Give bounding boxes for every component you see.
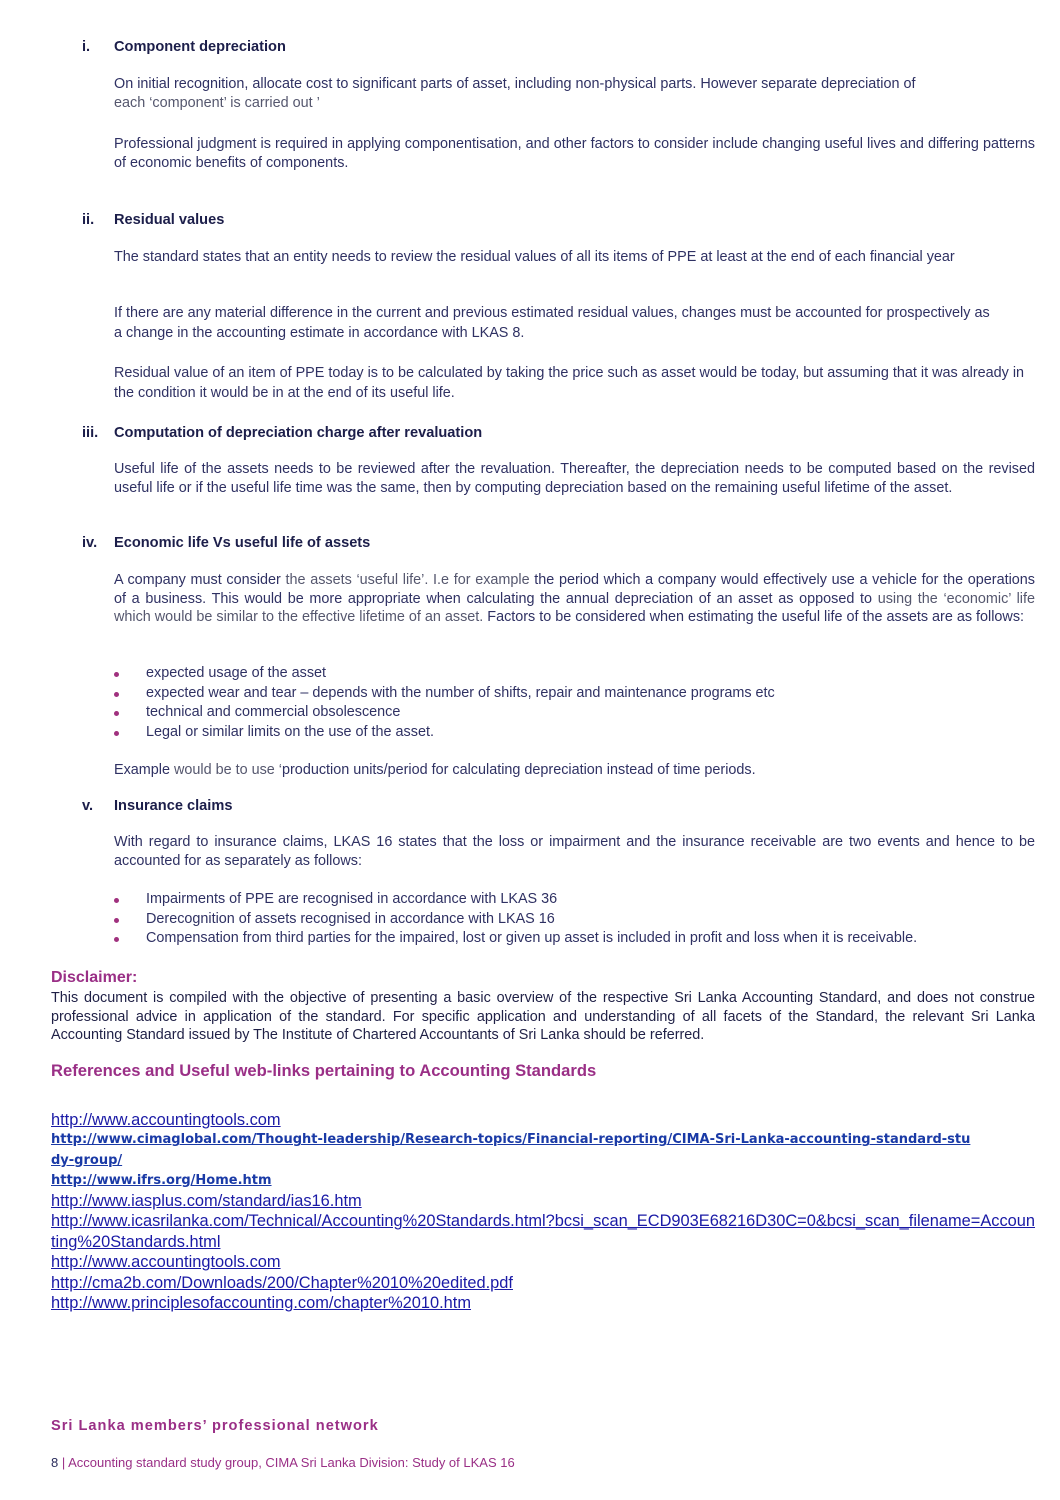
page-footer xyxy=(51,1454,515,1473)
references-title: References and Useful web-links pertaining to Accounting Standards xyxy=(51,1061,597,1080)
section-title: Economic life Vs useful life of assets xyxy=(114,535,371,551)
paragraph xyxy=(114,761,1035,780)
list-item-text: Impairments of PPE are recognised in accordance with LKAS 36 xyxy=(146,891,558,907)
section-number: v. xyxy=(82,798,94,814)
section-title: Component depreciation xyxy=(114,39,286,55)
bullet-dot-icon xyxy=(114,731,119,736)
text-run: using the ‘economic’ life which would be similar to the effective lifetime of an asset. xyxy=(114,590,1035,626)
bullet-list xyxy=(114,664,1035,742)
section-title: Residual values xyxy=(114,212,225,228)
paragraph: The standard states that an entity needs to review the residual values of all its items of PPE at least at the end of each financial year xyxy=(114,249,955,265)
text-run: the assets ‘useful life’. I.e for example xyxy=(285,572,535,588)
list-item xyxy=(114,910,1035,930)
reference-link[interactable]: http://www.principlesofaccounting.com/chapter%2010.htm xyxy=(51,1294,472,1313)
reference-link[interactable]: http://www.accountingtools.com xyxy=(51,1253,281,1272)
paragraph xyxy=(114,75,1035,112)
bullet-dot-icon xyxy=(114,937,119,942)
text-run: would be to use ‘ xyxy=(174,762,283,778)
reference-link[interactable]: http://www.iasplus.com/standard/ias16.htm xyxy=(51,1192,362,1211)
list-item-text: expected usage of the asset xyxy=(146,665,327,681)
list-item xyxy=(114,703,1035,723)
reference-link[interactable]: http://cma2b.com/Downloads/200/Chapter%2010%20edited.pdf xyxy=(51,1273,513,1292)
bullet-dot-icon xyxy=(114,918,119,923)
section-number: iv. xyxy=(82,535,98,551)
section-number: i. xyxy=(82,39,91,55)
text-line: each ‘component’ is carried out ’ xyxy=(114,94,320,111)
list-item xyxy=(114,723,1035,743)
section-number: ii. xyxy=(82,212,95,228)
bullet-dot-icon xyxy=(114,711,119,716)
reference-link[interactable]: http://www.cimaglobal.com/Thought-leadership/Research-topics/Financial-reporting/CIMA-Sri-Lanka-accounting-standard-study-group/ xyxy=(51,1132,971,1168)
paragraph xyxy=(114,571,1035,627)
paragraph: If there are any material difference in the current and previous estimated residual values, changes must be accounted for prospectively as a change in the accounting estimate in accordance with LKAS 8. xyxy=(114,305,990,341)
section-number: iii. xyxy=(82,425,99,441)
text-run: the period which a company would effectively use a vehicle for the operations of a business. This would be more appropriate when calculating the annual depreciation of an asset as opposed to xyxy=(114,572,1035,607)
footer-separator: | xyxy=(58,1455,69,1470)
text-run: Factors to be considered when estimating the useful life of the assets are as follows: xyxy=(483,609,1025,626)
reference-link[interactable]: http://www.accountingtools.com xyxy=(51,1111,281,1129)
section-title: Insurance claims xyxy=(114,798,233,814)
list-item-text: Legal or similar limits on the use of the asset. xyxy=(146,723,434,740)
paragraph: Useful life of the assets needs to be reviewed after the revaluation. Thereafter, the depreciation needs to be computed based on the revised useful life or if the useful life time was the same, then by computing depreciation based on the remaining useful lifetime of the asset. xyxy=(114,461,1035,496)
page-number: 8 xyxy=(51,1455,59,1470)
list-item xyxy=(114,684,1035,704)
text-run: A company must consider xyxy=(114,572,286,588)
reference-link[interactable]: http://www.ifrs.org/Home.htm xyxy=(51,1172,272,1188)
bullet-list xyxy=(114,890,1035,949)
list-item-text: technical and commercial obsolescence xyxy=(146,704,401,721)
section-title: Computation of depreciation charge after revaluation xyxy=(114,425,483,441)
reference-links xyxy=(51,1110,1041,1313)
list-item xyxy=(114,929,1035,949)
paragraph: Professional judgment is required in applying componentisation, and other factors to consider include changing useful lives and differing patterns of economic benefits of components. xyxy=(114,136,1035,171)
reference-link[interactable]: http://www.icasrilanka.com/Technical/Accounting%20Standards.html?bcsi_scan_ECD903E68216D30C=0&bcsi_scan_filename=Accounting%20Standards.html xyxy=(51,1212,1035,1251)
text-line: On initial recognition, allocate cost to significant parts of asset, including non-physical parts. However separate depreciation of xyxy=(114,76,916,92)
list-item xyxy=(114,890,1035,910)
bullet-dot-icon xyxy=(114,692,119,697)
list-item-text: Derecognition of assets recognised in accordance with LKAS 16 xyxy=(146,910,555,927)
disclaimer-body: This document is compiled with the objective of presenting a basic overview of the respective Sri Lanka Accounting Standard, and does not construe professional advice in application of the standard. For specific application and understanding of all facets of the Standard, the relevant Sri Lanka Accounting Standard issued by The Institute of Chartered Accountants of Sri Lanka should be referred. xyxy=(51,990,1035,1044)
list-item-text: expected wear and tear – depends with the number of shifts, repair and maintenance programs etc xyxy=(146,684,775,701)
footer-text: Accounting standard study group, CIMA Sri Lanka Division: Study of LKAS 16 xyxy=(68,1455,515,1470)
text-run: production units/period for calculating depreciation instead of time periods. xyxy=(282,762,756,778)
list-item-text: Compensation from third parties for the impaired, lost or given up asset is included in profit and loss when it is receivable. xyxy=(146,930,918,947)
list-item xyxy=(114,664,1035,684)
bullet-dot-icon xyxy=(114,672,119,677)
network-tagline: Sri Lanka members’ professional network xyxy=(51,1418,379,1434)
paragraph: Residual value of an item of PPE today is to be calculated by taking the price such as asset would be today, but assuming that it was already in the condition it would be in at the end of its useful life. xyxy=(114,365,1025,401)
bullet-dot-icon xyxy=(114,898,119,903)
text-run: Example xyxy=(114,762,174,778)
paragraph: With regard to insurance claims, LKAS 16 states that the loss or impairment and the insurance receivable are two events and hence to be accounted for as separately as follows: xyxy=(114,834,1035,869)
disclaimer-title: Disclaimer: xyxy=(51,969,138,986)
